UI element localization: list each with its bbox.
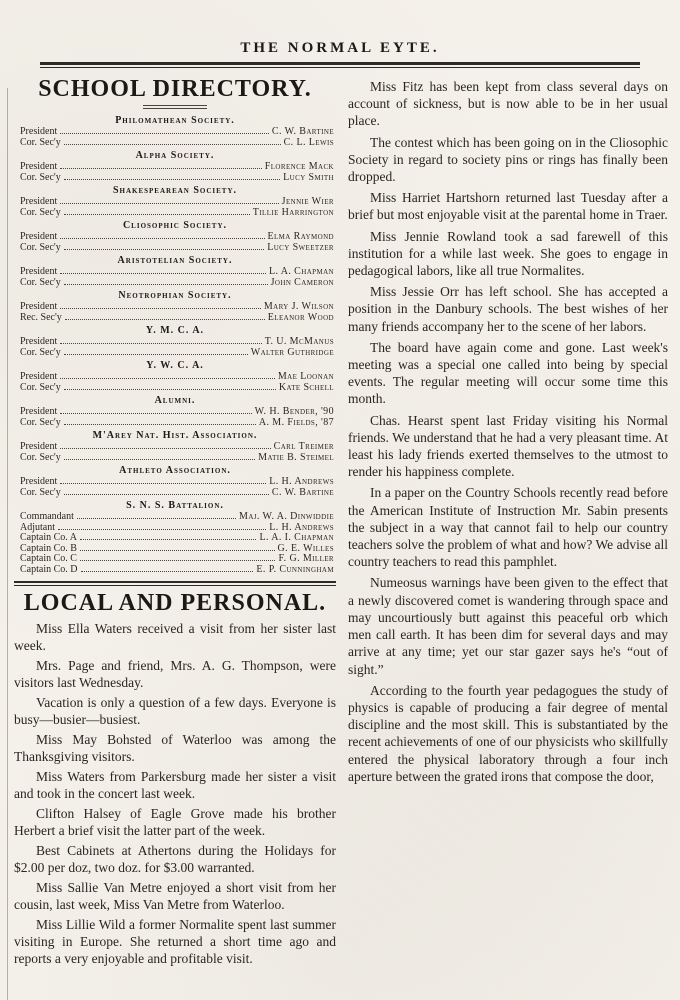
local-paragraph: Miss Waters from Parkersburg made her sister a visit and took in the concert last week. [14, 769, 336, 801]
local-paragraph: Miss Ella Waters received a visit from her sister last week. [14, 621, 336, 653]
directory-row-value: E. P. Cunningham [256, 563, 334, 575]
directory-row [14, 442, 336, 453]
directory-row-value: Carl Treimer [273, 441, 334, 452]
directory-row-value: G. E. Willes [277, 542, 334, 554]
directory-row-label: Cor. Sec'y [20, 241, 61, 253]
directory-row-value: A. M. Fields, '87 [258, 416, 334, 428]
directory-row-label: Cor. Sec'y [20, 451, 61, 463]
dot-leader [64, 354, 248, 355]
news-paragraph: Miss Jessie Orr has left school. She has accepted a position in the Danbury schools. The best wishes of her many friends accompany her to the scene of her labors. [348, 284, 668, 334]
directory-row-label: Cor. Sec'y [20, 346, 61, 358]
directory-row [14, 173, 336, 184]
dot-leader [60, 168, 262, 169]
directory-row [14, 453, 336, 464]
local-paragraph: Miss May Bohsted of Waterloo was among the Thanksgiving visitors. [14, 732, 336, 764]
news-paragraph: Miss Fitz has been kept from class several days on account of sickness, but is now able to be in her usual place. [348, 79, 668, 129]
dot-leader [58, 529, 266, 530]
news-paragraphs [348, 78, 668, 785]
dot-leader [64, 144, 281, 145]
directory-row [14, 533, 336, 544]
directory-row-value: Walter Guthridge [250, 346, 334, 358]
local-and-personal-title: LOCAL AND PERSONAL. [23, 590, 327, 616]
directory-row [14, 337, 336, 348]
directory-row-value: Maj. W. A. Dinwiddie [239, 511, 334, 522]
dot-leader [77, 518, 236, 519]
directory-row-label: President [20, 301, 58, 312]
directory-row-label: Cor. Sec'y [20, 206, 61, 218]
dot-leader [64, 494, 269, 495]
directory-row [14, 243, 336, 254]
directory-row-label: Rec. Sec'y [20, 311, 62, 323]
left-column [14, 74, 336, 970]
directory-row-label: President [20, 371, 58, 382]
two-column-layout [0, 68, 680, 970]
directory-row [14, 267, 336, 278]
directory-section-heading: Y. W. C. A. [146, 360, 204, 371]
directory-row-value: Eleanor Wood [267, 311, 334, 323]
directory-row-value: Florence Mack [264, 161, 334, 172]
directory-section-heading: S. N. S. Battalion. [126, 500, 224, 511]
directory-section-heading: Alumni. [154, 395, 196, 406]
title-ornament-rule [143, 105, 207, 109]
directory-row [14, 302, 336, 313]
directory-row [14, 477, 336, 488]
directory-sections [14, 113, 336, 575]
directory-row-value: Lucy Smith [283, 171, 334, 183]
local-paragraph: Best Cabinets at Athertons during the Holidays for $2.00 per doz, two doz. for $3.00 warranted. [14, 843, 336, 875]
directory-row [14, 232, 336, 243]
directory-row-value: Matie B. Steimel [258, 451, 334, 463]
directory-row-label: President [20, 266, 58, 277]
dot-leader [60, 308, 261, 309]
local-paragraph: Vacation is only a question of a few days. Everyone is busy—busier—busiest. [14, 695, 336, 727]
directory-row [14, 138, 336, 149]
directory-row-value: Elma Raymond [267, 231, 334, 242]
directory-row-value: F. G. Miller [278, 553, 334, 564]
directory-row [14, 488, 336, 499]
directory-row-value: L. A. I. Chapman [259, 532, 334, 543]
dot-leader [64, 459, 255, 460]
directory-row-label: President [20, 441, 58, 452]
news-paragraph: Miss Jennie Rowland took a sad farewell of this institution for a while last week. She goes to engage in pedagogical labors, like all true Normalites. [348, 228, 668, 279]
local-paragraph: Clifton Halsey of Eagle Grove made his brother Herbert a brief visit the latter part of the week. [14, 806, 336, 838]
directory-row-label: President [20, 336, 58, 347]
directory-row [14, 554, 336, 565]
directory-row-label: President [20, 161, 58, 172]
section-divider-rule [14, 581, 336, 586]
directory-row-label: President [20, 406, 58, 417]
directory-row-label: President [20, 231, 58, 242]
directory-row-label: Captain Co. D [20, 563, 78, 575]
directory-row-value: Mary J. Wilson [263, 301, 334, 312]
directory-row-value: C. W. Bartine [271, 126, 334, 137]
directory-row [14, 162, 336, 173]
directory-row [14, 278, 336, 289]
news-paragraph: The board have again come and gone. Last week's meeting was a special one called into being by special events. The regular meeting will occur some time this month. [348, 339, 668, 407]
dot-leader [60, 238, 264, 239]
directory-row-value: L. H. Andrews [269, 521, 334, 533]
directory-row-value: Mae Loonan [277, 371, 334, 382]
directory-row-value: L. A. Chapman [269, 266, 334, 277]
dot-leader [64, 284, 268, 285]
local-paragraph: Mrs. Page and friend, Mrs. A. G. Thompson, were visitors last Wednesday. [14, 658, 336, 690]
local-paragraphs [14, 620, 336, 967]
dot-leader [60, 413, 251, 414]
directory-section-heading: Neotrophian Society. [118, 290, 232, 301]
directory-row [14, 313, 336, 324]
dot-leader [81, 571, 254, 572]
directory-row-label: Adjutant [20, 521, 55, 533]
directory-section-heading: Alpha Society. [135, 150, 215, 161]
directory-row-value: Lucy Sweetzer [267, 241, 334, 253]
dot-leader [64, 424, 256, 425]
directory-row-value: Kate Schell [278, 381, 334, 393]
directory-row [14, 407, 336, 418]
directory-row [14, 208, 336, 219]
directory-row-value: T. U. McManus [264, 336, 334, 347]
directory-row [14, 418, 336, 429]
directory-row-label: Captain Co. A [20, 532, 77, 543]
directory-section-heading: M'Arey Nat. Hist. Association. [92, 430, 258, 441]
directory-row-value: Jennie Wier [281, 196, 334, 207]
dot-leader [80, 550, 275, 551]
dot-leader [64, 179, 280, 180]
dot-leader [64, 389, 276, 390]
directory-section-heading: Shakespearean Society. [112, 185, 238, 196]
directory-row-label: Captain Co. B [20, 542, 77, 554]
news-paragraph: Chas. Hearst spent last Friday visiting his Normal friends. We understand that he had a very pleasant time. At least his lady friends exerted themselves to the utmost to render his happiness complete. [348, 412, 668, 480]
directory-row-value: W. H. Bender, '90 [254, 406, 334, 417]
directory-row-label: Cor. Sec'y [20, 136, 61, 148]
local-paragraph: Miss Lillie Wild a former Normalite spent last summer visiting in Europe. She returned a short time ago and reports a very enjoyable and profitable visit. [14, 917, 336, 966]
news-paragraph: Miss Harriet Hartshorn returned last Tuesday after a brief but most enjoyable visit at the parental home in Traer. [348, 190, 668, 223]
directory-row-value: C. L. Lewis [283, 136, 334, 148]
local-paragraph: Miss Sallie Van Metre enjoyed a short visit from her cousin, last week, Miss Van Metre from Waterloo. [14, 880, 336, 912]
directory-section-heading: Cliosophic Society. [122, 220, 228, 231]
directory-row-label: Cor. Sec'y [20, 276, 61, 288]
dot-leader [60, 133, 269, 134]
directory-row [14, 512, 336, 523]
news-paragraph: According to the fourth year pedagogues the study of physics is capable of producing a fair degree of mental discipline and the most skill. This is substantiated by the recent achievements of one of our physicists who skillfully entered the physical laboratory through a four inch aperture between the grated irons that compose the door, [348, 682, 668, 784]
directory-row-value: L. H. Andrews [269, 476, 334, 487]
directory-row-label: President [20, 126, 58, 137]
directory-row-label: Cor. Sec'y [20, 171, 61, 183]
directory-row [14, 372, 336, 383]
directory-row-value: John Cameron [270, 276, 334, 288]
directory-row [14, 127, 336, 138]
news-paragraph: In a paper on the Country Schools recently read before the American Institute of Instruction Mr. Sabin presents the subject in a way that cannot fail to help our country teachers solve the problem of what and how? We advise all country teachers to read this pamphlet. [348, 485, 668, 570]
dot-leader [60, 203, 278, 204]
directory-section-heading: Aristotelian Society. [117, 255, 233, 266]
right-column [348, 74, 668, 970]
directory-title: SCHOOL DIRECTORY. [38, 76, 312, 102]
dot-leader [60, 343, 261, 344]
directory-row-label: Cor. Sec'y [20, 486, 61, 498]
dot-leader [64, 249, 264, 250]
directory-row-label: Cor. Sec'y [20, 416, 61, 428]
directory-row-label: President [20, 476, 58, 487]
news-paragraph: The contest which has been going on in the Cliosophic Society in regard to society pins or rings has finally been dropped. [348, 134, 668, 185]
directory-row-label: Commandant [20, 511, 74, 522]
directory-row [14, 197, 336, 208]
directory-row [14, 348, 336, 359]
directory-row [14, 383, 336, 394]
directory-section-heading: Athleto Association. [119, 465, 231, 476]
directory-row [14, 565, 336, 576]
masthead-title: THE NORMAL EYTE. [240, 40, 440, 56]
dot-leader [60, 378, 275, 379]
dot-leader [80, 560, 276, 561]
directory-section-heading: Philomathean Society. [115, 115, 235, 126]
directory-section-heading: Y. M. C. A. [145, 325, 205, 336]
directory-row-label: Captain Co. C [20, 553, 77, 564]
directory-row-label: Cor. Sec'y [20, 381, 61, 393]
directory-row-label: President [20, 196, 58, 207]
news-paragraph: Numeosus warnings have been given to the effect that a newly discovered comet is wandering through space and may uncourtiously butt against this peaceful orb which men call earth. It has been dim for several days and may arrive at any time; yet our star gazer says he's “out of sight.” [348, 575, 668, 677]
dot-leader [60, 448, 270, 449]
dot-leader [60, 273, 266, 274]
dot-leader [80, 539, 257, 540]
page-edge-line [7, 88, 8, 1000]
dot-leader [60, 483, 266, 484]
dot-leader [64, 214, 250, 215]
directory-row-value: Tillie Harrington [252, 206, 334, 218]
directory-row-value: C. W. Bartine [271, 486, 334, 498]
dot-leader [65, 319, 265, 320]
